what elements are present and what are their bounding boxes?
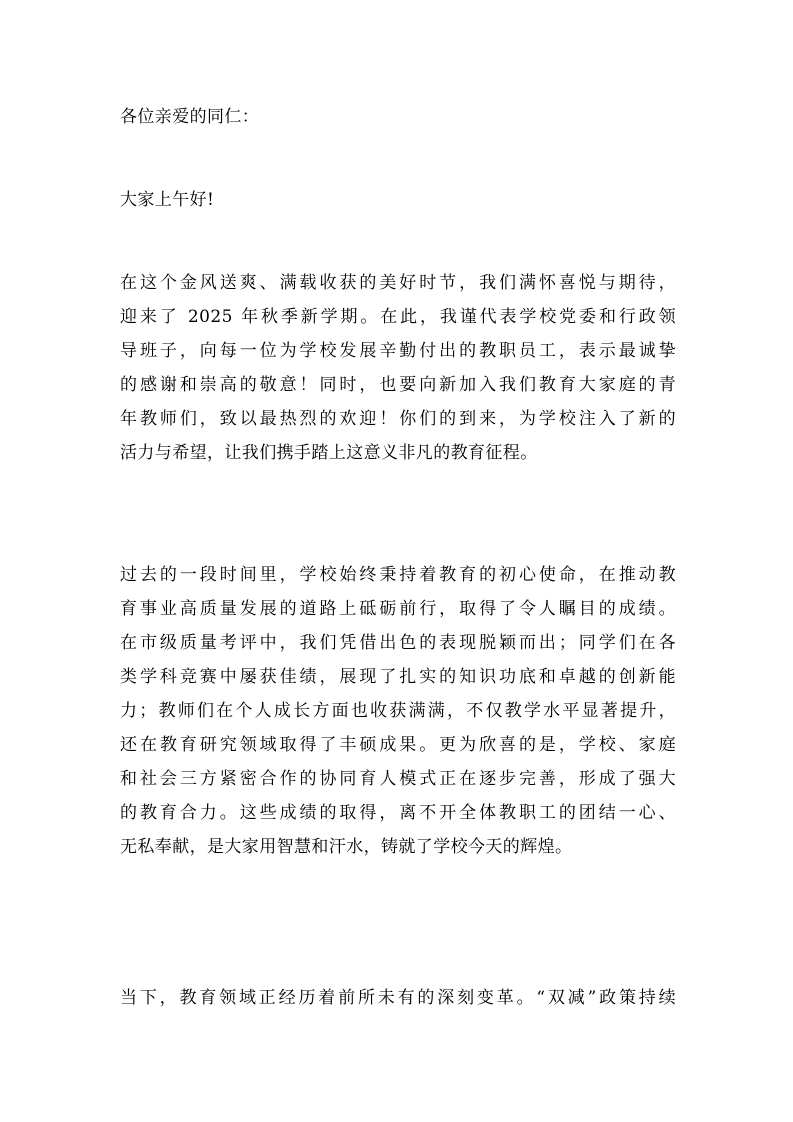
paragraph-line: 活力与希望，让我们携手踏上这意义非凡的教育征程。 [120,443,538,463]
paragraph-line: 无私奉献，是大家用智慧和汗水，铸就了学校今天的辉煌。 [120,837,573,857]
paragraph-line: 导班子，向每一位为学校发展辛勤付出的教职员工，表示最诚挚 [120,341,676,361]
paragraph-line: 力；教师们在个人成长方面也收获满满，不仅教学水平显著提升， [120,701,676,721]
paragraph-line: 当下，教育领域正经历着前所未有的深刻变革。“双减”政策持续 [120,988,676,1008]
paragraph-line: 在这个金风送爽、满载收获的美好时节，我们满怀喜悦与期待， [120,273,676,293]
paragraph-1 [120,266,676,470]
paragraph-line: 类学科竞赛中屡获佳绩，展现了扎实的知识功底和卓越的创新能 [120,667,676,687]
salutation-text: 各位亲爱的同仁： [120,107,260,127]
paragraph-line: 育事业高质量发展的道路上砥砺前行，取得了令人瞩目的成绩。 [120,599,676,619]
salutation [120,100,676,134]
paragraph-line: 在市级质量考评中，我们凭借出色的表现脱颖而出；同学们在各 [120,633,676,653]
paragraph-line: 过去的一段时间里，学校始终秉持着教育的初心使命，在推动教 [120,565,676,585]
paragraph-3 [120,981,676,1015]
paragraph-line: 年教师们，致以最热烈的欢迎！你们的到来，为学校注入了新的 [120,409,676,429]
paragraph-line: 和社会三方紧密合作的协同育人模式正在逐步完善，形成了强大 [120,769,676,789]
greeting [120,183,676,217]
paragraph-line: 迎来了 2025 年秋季新学期。在此，我谨代表学校党委和行政领 [120,307,676,327]
paragraph-line: 的教育合力。这些成绩的取得，离不开全体教职工的团结一心、 [120,803,676,823]
paragraph-2 [120,558,676,864]
paragraph-line: 的感谢和崇高的敬意！同时，也要向新加入我们教育大家庭的青 [120,375,676,395]
greeting-text: 大家上午好! [120,190,215,210]
paragraph-line: 还在教育研究领域取得了丰硕成果。更为欣喜的是，学校、家庭 [120,735,676,755]
